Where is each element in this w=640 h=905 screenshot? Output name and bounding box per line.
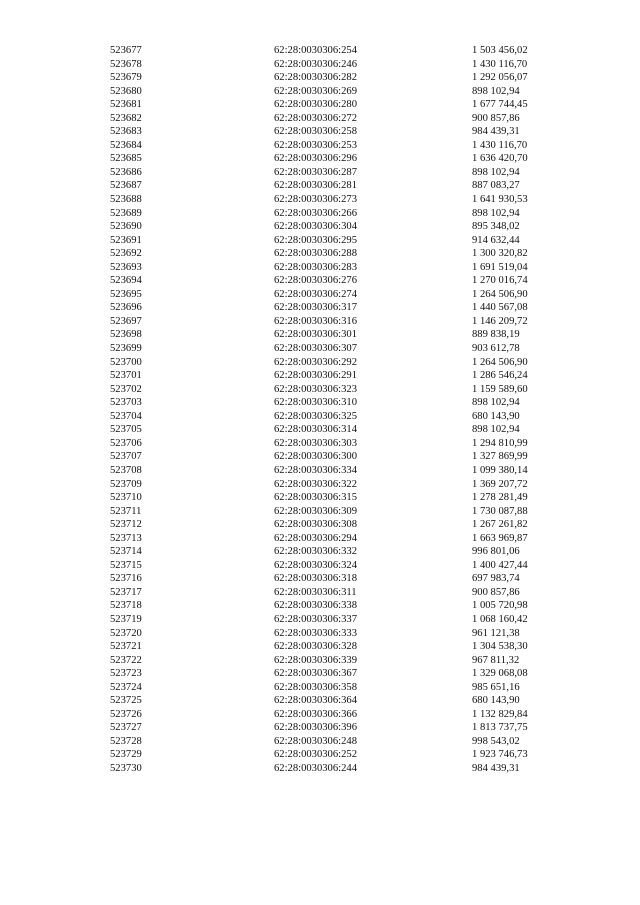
cadastral-value-cell: 914 632,44 — [472, 234, 520, 246]
table-row — [0, 505, 640, 519]
cadastral-value-cell: 898 102,94 — [472, 166, 520, 178]
cadastral-value-cell: 1 430 116,70 — [472, 139, 528, 151]
table-row — [0, 518, 640, 532]
cadastral-number-cell: 62:28:0030306:358 — [274, 681, 357, 693]
row-number-cell: 523691 — [110, 234, 142, 246]
cadastral-value-cell: 1 068 160,42 — [472, 613, 528, 625]
cadastral-value-cell: 898 102,94 — [472, 397, 520, 409]
cadastral-value-cell: 996 801,06 — [472, 546, 520, 558]
row-number-cell: 523695 — [110, 288, 142, 300]
row-number-cell: 523700 — [110, 356, 142, 368]
cadastral-value-cell: 900 857,86 — [472, 112, 520, 124]
table-row — [0, 545, 640, 559]
cadastral-number-cell: 62:28:0030306:308 — [274, 519, 357, 531]
table-row — [0, 762, 640, 776]
cadastral-value-cell: 1 264 506,90 — [472, 288, 528, 300]
cadastral-number-cell: 62:28:0030306:301 — [274, 329, 357, 341]
table-row — [0, 559, 640, 573]
row-number-cell: 523723 — [110, 668, 142, 680]
row-number-cell: 523679 — [110, 72, 142, 84]
cadastral-value-cell: 1 099 380,14 — [472, 464, 528, 476]
row-number-cell: 523708 — [110, 464, 142, 476]
table-row — [0, 532, 640, 546]
table-row — [0, 342, 640, 356]
row-number-cell: 523717 — [110, 586, 142, 598]
cadastral-value-cell: 984 439,31 — [472, 762, 520, 774]
cadastral-number-cell: 62:28:0030306:332 — [274, 546, 357, 558]
cadastral-value-cell: 1 159 589,60 — [472, 383, 528, 395]
cadastral-number-cell: 62:28:0030306:322 — [274, 478, 357, 490]
cadastral-number-cell: 62:28:0030306:318 — [274, 573, 357, 585]
cadastral-value-cell: 1 641 930,53 — [472, 194, 528, 206]
cadastral-number-cell: 62:28:0030306:272 — [274, 112, 357, 124]
cadastral-value-cell: 1 636 420,70 — [472, 153, 528, 165]
table-row — [0, 708, 640, 722]
table-row — [0, 383, 640, 397]
cadastral-value-cell: 895 348,02 — [472, 221, 520, 233]
row-number-cell: 523692 — [110, 248, 142, 260]
cadastral-value-cell: 1 005 720,98 — [472, 600, 528, 612]
table-row — [0, 396, 640, 410]
table-row — [0, 234, 640, 248]
cadastral-value-cell: 1 304 538,30 — [472, 641, 528, 653]
row-number-cell: 523702 — [110, 383, 142, 395]
cadastral-value-cell: 1 292 056,07 — [472, 72, 528, 84]
cadastral-value-cell: 898 102,94 — [472, 85, 520, 97]
row-number-cell: 523715 — [110, 559, 142, 571]
cadastral-number-cell: 62:28:0030306:310 — [274, 397, 357, 409]
cadastral-number-cell: 62:28:0030306:304 — [274, 221, 357, 233]
cadastral-number-cell: 62:28:0030306:334 — [274, 464, 357, 476]
cadastral-value-cell: 1 132 829,84 — [472, 708, 528, 720]
table-row — [0, 735, 640, 749]
cadastral-number-cell: 62:28:0030306:252 — [274, 749, 357, 761]
cadastral-number-cell: 62:28:0030306:300 — [274, 451, 357, 463]
cadastral-value-cell: 998 543,02 — [472, 735, 520, 747]
cadastral-value-cell: 1 329 068,08 — [472, 668, 528, 680]
table-row — [0, 112, 640, 126]
cadastral-number-cell: 62:28:0030306:295 — [274, 234, 357, 246]
row-number-cell: 523714 — [110, 546, 142, 558]
cadastral-value-cell: 1 278 281,49 — [472, 492, 528, 504]
table-row — [0, 288, 640, 302]
cadastral-value-cell: 900 857,86 — [472, 586, 520, 598]
cadastral-value-cell: 680 143,90 — [472, 410, 520, 422]
cadastral-number-cell: 62:28:0030306:246 — [274, 58, 357, 70]
row-number-cell: 523709 — [110, 478, 142, 490]
cadastral-number-cell: 62:28:0030306:337 — [274, 613, 357, 625]
cadastral-number-cell: 62:28:0030306:366 — [274, 708, 357, 720]
cadastral-number-cell: 62:28:0030306:266 — [274, 207, 357, 219]
row-number-cell: 523693 — [110, 261, 142, 273]
row-number-cell: 523713 — [110, 532, 142, 544]
row-number-cell: 523724 — [110, 681, 142, 693]
cadastral-value-cell: 889 838,19 — [472, 329, 520, 341]
row-number-cell: 523688 — [110, 194, 142, 206]
cadastral-number-cell: 62:28:0030306:311 — [274, 586, 357, 598]
table-row — [0, 315, 640, 329]
table-row — [0, 71, 640, 85]
cadastral-number-cell: 62:28:0030306:254 — [274, 45, 357, 56]
cadastral-number-cell: 62:28:0030306:396 — [274, 722, 357, 734]
row-number-cell: 523711 — [110, 505, 142, 517]
cadastral-number-cell: 62:28:0030306:364 — [274, 695, 357, 707]
cadastral-number-cell: 62:28:0030306:317 — [274, 302, 357, 314]
table-row — [0, 274, 640, 288]
table-row — [0, 261, 640, 275]
cadastral-value-cell: 898 102,94 — [472, 207, 520, 219]
cadastral-value-cell: 1 663 969,87 — [472, 532, 528, 544]
row-number-cell: 523678 — [110, 58, 142, 70]
cadastral-number-cell: 62:28:0030306:333 — [274, 627, 357, 639]
row-number-cell: 523701 — [110, 370, 142, 382]
cadastral-value-cell: 1 730 087,88 — [472, 505, 528, 517]
row-number-cell: 523696 — [110, 302, 142, 314]
row-number-cell: 523685 — [110, 153, 142, 165]
table-row — [0, 328, 640, 342]
table-row — [0, 450, 640, 464]
table-row — [0, 220, 640, 234]
cadastral-number-cell: 62:28:0030306:294 — [274, 532, 357, 544]
cadastral-number-cell: 62:28:0030306:338 — [274, 600, 357, 612]
cadastral-number-cell: 62:28:0030306:314 — [274, 424, 357, 436]
cadastral-value-cell: 1 440 567,08 — [472, 302, 528, 314]
row-number-cell: 523710 — [110, 492, 142, 504]
table-row — [0, 166, 640, 180]
table-row — [0, 491, 640, 505]
table-row — [0, 58, 640, 72]
cadastral-value-cell: 1 813 737,75 — [472, 722, 528, 734]
table-row — [0, 694, 640, 708]
table-row — [0, 721, 640, 735]
table-row — [0, 423, 640, 437]
cadastral-number-cell: 62:28:0030306:296 — [274, 153, 357, 165]
cadastral-number-cell: 62:28:0030306:281 — [274, 180, 357, 192]
row-number-cell: 523684 — [110, 139, 142, 151]
cadastral-number-cell: 62:28:0030306:325 — [274, 410, 357, 422]
cadastral-value-cell: 1 294 810,99 — [472, 437, 528, 449]
cadastral-number-cell: 62:28:0030306:323 — [274, 383, 357, 395]
table-row — [0, 85, 640, 99]
row-number-cell: 523680 — [110, 85, 142, 97]
cadastral-value-cell: 967 811,32 — [472, 654, 520, 666]
cadastral-value-cell: 1 270 016,74 — [472, 275, 528, 287]
table-row — [0, 179, 640, 193]
table-row — [0, 152, 640, 166]
cadastral-value-cell: 1 267 261,82 — [472, 519, 528, 531]
table-row — [0, 572, 640, 586]
cadastral-value-cell: 1 369 207,72 — [472, 478, 528, 490]
row-number-cell: 523707 — [110, 451, 142, 463]
cadastral-value-cell: 887 083,27 — [472, 180, 520, 192]
cadastral-number-cell: 62:28:0030306:292 — [274, 356, 357, 368]
cadastral-number-cell: 62:28:0030306:328 — [274, 641, 357, 653]
table-row — [0, 193, 640, 207]
table-row — [0, 654, 640, 668]
cadastral-value-cell: 985 651,16 — [472, 681, 520, 693]
cadastral-number-cell: 62:28:0030306:309 — [274, 505, 357, 517]
cadastral-value-cell: 1 400 427,44 — [472, 559, 528, 571]
row-number-cell: 523721 — [110, 641, 142, 653]
row-number-cell: 523705 — [110, 424, 142, 436]
cadastral-number-cell: 62:28:0030306:316 — [274, 315, 357, 327]
table-row — [0, 369, 640, 383]
cadastral-number-cell: 62:28:0030306:283 — [274, 261, 357, 273]
row-number-cell: 523677 — [110, 45, 142, 56]
cadastral-number-cell: 62:28:0030306:287 — [274, 166, 357, 178]
row-number-cell: 523712 — [110, 519, 142, 531]
row-number-cell: 523683 — [110, 126, 142, 138]
cadastral-number-cell: 62:28:0030306:273 — [274, 194, 357, 206]
cadastral-value-cell: 898 102,94 — [472, 424, 520, 436]
cadastral-number-cell: 62:28:0030306:315 — [274, 492, 357, 504]
cadastral-value-cell: 1 300 320,82 — [472, 248, 528, 260]
cadastral-value-cell: 1 677 744,45 — [472, 99, 528, 111]
table-row — [0, 139, 640, 153]
row-number-cell: 523726 — [110, 708, 142, 720]
table-row — [0, 125, 640, 139]
cadastral-value-cell: 1 146 209,72 — [472, 315, 528, 327]
cadastral-table — [0, 44, 640, 776]
table-row — [0, 613, 640, 627]
cadastral-value-cell: 680 143,90 — [472, 695, 520, 707]
cadastral-number-cell: 62:28:0030306:280 — [274, 99, 357, 111]
table-row — [0, 301, 640, 315]
row-number-cell: 523697 — [110, 315, 142, 327]
row-number-cell: 523690 — [110, 221, 142, 233]
table-row — [0, 207, 640, 221]
row-number-cell: 523725 — [110, 695, 142, 707]
row-number-cell: 523704 — [110, 410, 142, 422]
table-row — [0, 681, 640, 695]
cadastral-value-cell: 984 439,31 — [472, 126, 520, 138]
cadastral-value-cell: 1 286 546,24 — [472, 370, 528, 382]
table-row — [0, 667, 640, 681]
cadastral-number-cell: 62:28:0030306:282 — [274, 72, 357, 84]
row-number-cell: 523703 — [110, 397, 142, 409]
cadastral-value-cell: 1 923 746,73 — [472, 749, 528, 761]
cadastral-number-cell: 62:28:0030306:258 — [274, 126, 357, 138]
cadastral-value-cell: 1 264 506,90 — [472, 356, 528, 368]
cadastral-number-cell: 62:28:0030306:291 — [274, 370, 357, 382]
row-number-cell: 523719 — [110, 613, 142, 625]
table-row — [0, 627, 640, 641]
table-row — [0, 44, 640, 58]
cadastral-number-cell: 62:28:0030306:303 — [274, 437, 357, 449]
row-number-cell: 523716 — [110, 573, 142, 585]
row-number-cell: 523682 — [110, 112, 142, 124]
cadastral-number-cell: 62:28:0030306:274 — [274, 288, 357, 300]
row-number-cell: 523722 — [110, 654, 142, 666]
row-number-cell: 523718 — [110, 600, 142, 612]
table-row — [0, 247, 640, 261]
cadastral-number-cell: 62:28:0030306:339 — [274, 654, 357, 666]
cadastral-number-cell: 62:28:0030306:244 — [274, 762, 357, 774]
cadastral-number-cell: 62:28:0030306:367 — [274, 668, 357, 680]
cadastral-value-cell: 903 612,78 — [472, 343, 520, 355]
table-row — [0, 98, 640, 112]
table-row — [0, 478, 640, 492]
row-number-cell: 523729 — [110, 749, 142, 761]
table-row — [0, 356, 640, 370]
table-row — [0, 640, 640, 654]
table-row — [0, 437, 640, 451]
cadastral-value-cell: 1 327 869,99 — [472, 451, 528, 463]
row-number-cell: 523681 — [110, 99, 142, 111]
cadastral-number-cell: 62:28:0030306:324 — [274, 559, 357, 571]
row-number-cell: 523720 — [110, 627, 142, 639]
cadastral-number-cell: 62:28:0030306:248 — [274, 735, 357, 747]
row-number-cell: 523698 — [110, 329, 142, 341]
cadastral-number-cell: 62:28:0030306:253 — [274, 139, 357, 151]
cadastral-number-cell: 62:28:0030306:288 — [274, 248, 357, 260]
row-number-cell: 523730 — [110, 762, 142, 774]
cadastral-number-cell: 62:28:0030306:307 — [274, 343, 357, 355]
cadastral-value-cell: 1 430 116,70 — [472, 58, 528, 70]
row-number-cell: 523706 — [110, 437, 142, 449]
cadastral-value-cell: 1 503 456,02 — [472, 45, 528, 56]
cadastral-value-cell: 697 983,74 — [472, 573, 520, 585]
row-number-cell: 523686 — [110, 166, 142, 178]
cadastral-number-cell: 62:28:0030306:276 — [274, 275, 357, 287]
table-row — [0, 748, 640, 762]
row-number-cell: 523689 — [110, 207, 142, 219]
table-row — [0, 586, 640, 600]
row-number-cell: 523728 — [110, 735, 142, 747]
row-number-cell: 523694 — [110, 275, 142, 287]
cadastral-value-cell: 961 121,38 — [472, 627, 520, 639]
table-row — [0, 599, 640, 613]
table-row — [0, 410, 640, 424]
table-row — [0, 464, 640, 478]
cadastral-value-cell: 1 691 519,04 — [472, 261, 528, 273]
row-number-cell: 523687 — [110, 180, 142, 192]
row-number-cell: 523727 — [110, 722, 142, 734]
row-number-cell: 523699 — [110, 343, 142, 355]
cadastral-number-cell: 62:28:0030306:269 — [274, 85, 357, 97]
